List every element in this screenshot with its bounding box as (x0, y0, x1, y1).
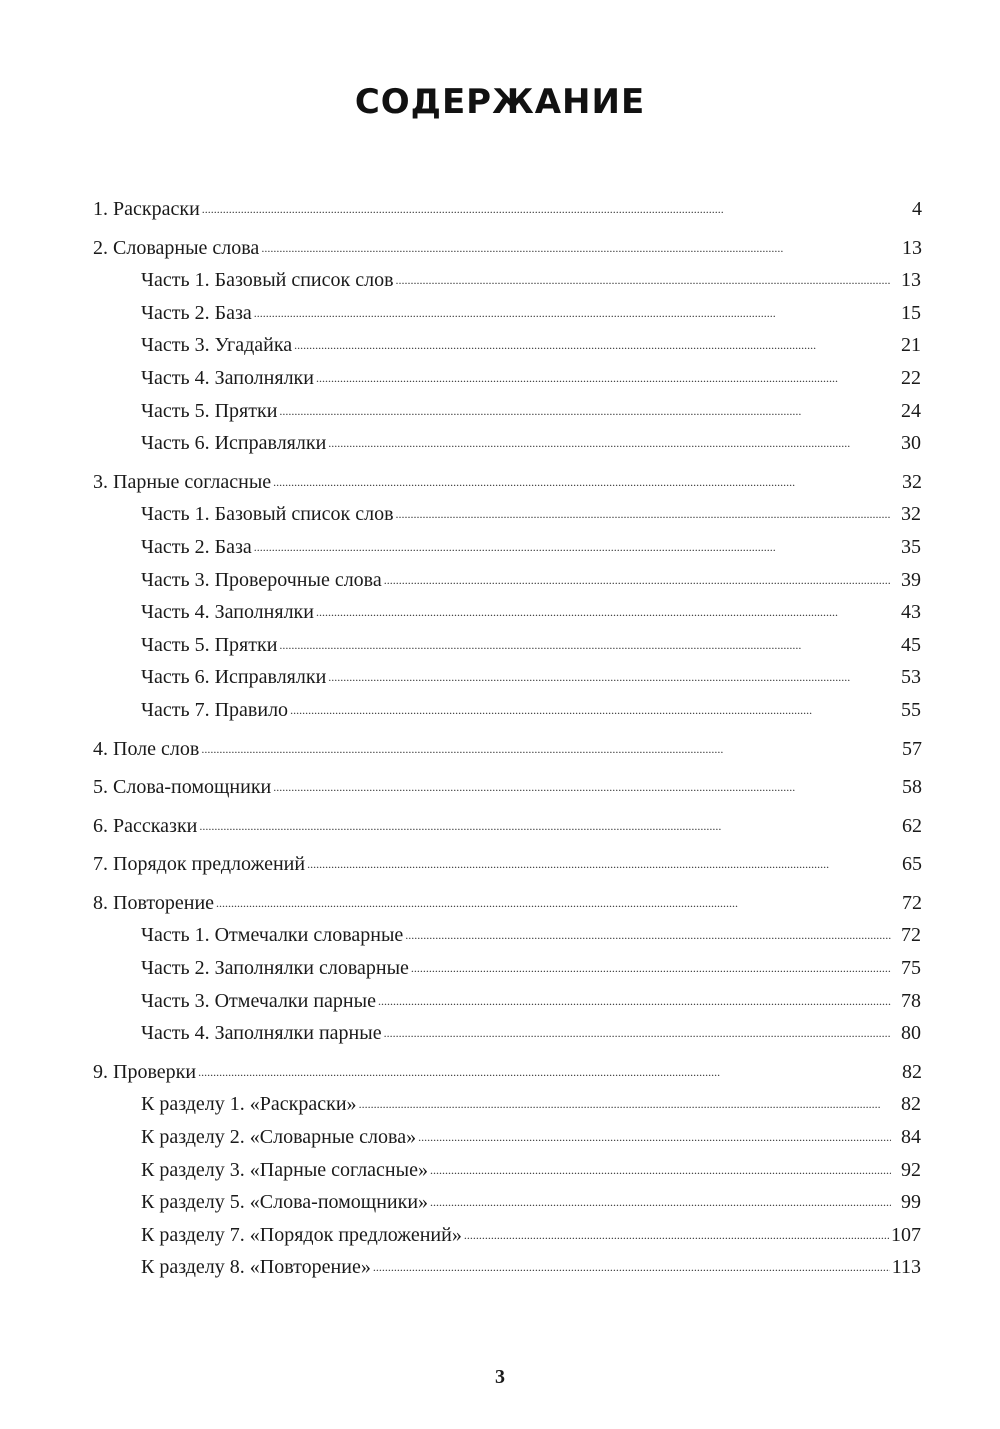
dot-leader (328, 429, 891, 449)
toc-entry-page: 78 (901, 989, 921, 1012)
toc-entry-label: 1. Раскраски (93, 198, 200, 220)
toc-subsection-entry[interactable] (93, 427, 922, 460)
toc-section-entry[interactable] (93, 232, 922, 265)
toc-entry-page: 21 (901, 334, 921, 357)
toc-entry-page: 75 (901, 957, 921, 980)
toc-section (93, 466, 922, 727)
toc-subsection-entry[interactable] (93, 1154, 922, 1187)
dot-leader (464, 1221, 889, 1241)
toc-entry-page: 72 (901, 924, 921, 947)
dot-leader (198, 1058, 892, 1078)
dot-leader (254, 533, 891, 553)
dot-leader (290, 696, 891, 716)
toc-subsection-entry[interactable] (93, 952, 922, 985)
toc-entry-label: Часть 2. База (141, 301, 252, 324)
toc-entry-page: 32 (902, 470, 922, 493)
dot-leader (261, 234, 892, 254)
dot-leader (328, 663, 891, 683)
toc-entry-label: 5. Слова-помощники (93, 776, 272, 799)
toc-section (93, 733, 922, 766)
toc-entry-page: 82 (901, 1093, 921, 1116)
toc-entry-page: 53 (901, 666, 921, 689)
dot-leader (279, 631, 891, 651)
toc-entry-label: 7. Порядок предложений (93, 853, 306, 876)
dot-leader (307, 850, 892, 870)
toc-entry-label: Часть 6. Исправлялки (141, 666, 327, 689)
toc-entry-page: 13 (901, 269, 921, 292)
toc-entry-label: К разделу 2. «Словарные слова» (141, 1126, 417, 1149)
toc-entry-label: Часть 1. Базовый список слов (141, 269, 394, 292)
dot-leader (201, 735, 892, 755)
toc-entry-page: 35 (901, 535, 921, 558)
toc-entry-label: Часть 4. Заполнялки (141, 366, 314, 389)
toc-entry-label: К разделу 3. «Парные согласные» (141, 1158, 428, 1181)
toc-section-entry[interactable] (93, 771, 922, 804)
dot-leader (384, 1019, 891, 1039)
dot-leader (199, 812, 892, 832)
dot-leader (316, 364, 891, 384)
toc-entry-label: Часть 3. Угадайка (141, 334, 293, 357)
dot-leader (430, 1156, 891, 1176)
toc-subsection-entry[interactable] (93, 1017, 922, 1050)
toc-section-entry[interactable] (93, 733, 922, 766)
toc-section (93, 771, 922, 804)
toc-subsection-entry[interactable] (93, 629, 922, 662)
toc-entry-page: 55 (901, 698, 921, 721)
toc-entry-page: 65 (902, 853, 922, 876)
toc-subsection-entry[interactable] (93, 919, 922, 952)
toc-entry-label: Часть 4. Заполнялки парные (141, 1022, 382, 1045)
toc-entry-label: К разделу 1. «Раскраски» (141, 1093, 357, 1116)
toc-subsection-entry[interactable] (93, 1251, 922, 1284)
dot-leader (384, 566, 891, 586)
dot-leader (405, 921, 891, 941)
toc-entry-label: Часть 4. Заполнялки (141, 601, 314, 624)
toc-entry-page: 24 (901, 399, 921, 422)
toc-subsection-entry[interactable] (93, 297, 922, 330)
page-number: 3 (495, 1366, 505, 1388)
toc-section (93, 1056, 922, 1284)
toc-entry-label: Часть 5. Прятки (141, 399, 278, 422)
toc-subsection-entry[interactable] (93, 329, 922, 362)
dot-leader (396, 500, 891, 520)
toc-entry-label: Часть 3. Проверочные слова (141, 568, 382, 591)
table-of-contents (93, 193, 922, 1290)
toc-entry-page: 15 (901, 301, 921, 324)
dot-leader (254, 299, 891, 319)
dot-leader (273, 773, 892, 793)
toc-subsection-entry[interactable] (93, 1219, 922, 1252)
toc-subsection-entry[interactable] (93, 694, 922, 727)
toc-section (93, 232, 922, 460)
dot-leader (359, 1090, 891, 1110)
toc-entry-page: 113 (891, 1256, 921, 1279)
toc-section (93, 887, 922, 1050)
toc-subsection-entry[interactable] (93, 564, 922, 597)
toc-subsection-entry[interactable] (93, 362, 922, 395)
toc-subsection-entry[interactable] (93, 661, 922, 694)
toc-entry-page: 57 (902, 737, 922, 760)
toc-entry-page: 99 (901, 1191, 921, 1214)
toc-entry-page: 4 (912, 198, 922, 220)
toc-section-entry[interactable] (93, 848, 922, 881)
dot-leader (430, 1188, 891, 1208)
toc-section-entry[interactable] (93, 887, 922, 920)
toc-entry-label: 6. Рассказки (93, 814, 198, 837)
toc-entry-page: 22 (901, 366, 921, 389)
toc-subsection-entry[interactable] (93, 395, 922, 428)
toc-entry-label: Часть 5. Прятки (141, 633, 278, 656)
toc-section (93, 193, 922, 226)
toc-entry-page: 82 (902, 1060, 922, 1083)
toc-section-entry[interactable] (93, 810, 922, 843)
toc-entry-label: Часть 1. Базовый список слов (141, 503, 394, 526)
toc-entry-label: 9. Проверки (93, 1060, 197, 1083)
toc-entry-page: 92 (901, 1158, 921, 1181)
toc-subsection-entry[interactable] (93, 1088, 922, 1121)
toc-entry-label: Часть 6. Исправлялки (141, 432, 327, 455)
dot-leader (279, 397, 891, 417)
toc-entry-label: Часть 2. Заполнялки словарные (141, 957, 409, 980)
toc-entry-label: 4. Поле слов (93, 737, 200, 760)
toc-entry-label: К разделу 7. «Порядок предложений» (141, 1223, 462, 1246)
dot-leader (216, 889, 892, 909)
toc-section-entry[interactable] (93, 466, 922, 499)
dot-leader (396, 266, 891, 286)
dot-leader (316, 598, 891, 618)
toc-entry-label: Часть 7. Правило (141, 698, 289, 721)
toc-subsection-entry[interactable] (93, 985, 922, 1018)
toc-subsection-entry[interactable] (93, 596, 922, 629)
toc-entry-page: 30 (901, 432, 921, 455)
dot-leader (202, 195, 892, 215)
toc-subsection-entry[interactable] (93, 1186, 922, 1219)
toc-entry-page: 84 (901, 1126, 921, 1149)
toc-entry-page: 62 (902, 814, 922, 837)
toc-entry-page: 80 (901, 1022, 921, 1045)
toc-entry-page: 32 (901, 503, 921, 526)
toc-entry-label: Часть 1. Отмечалки словарные (141, 924, 404, 947)
toc-entry-page: 107 (891, 1223, 921, 1246)
toc-entry-page: 58 (902, 776, 922, 799)
toc-section-entry[interactable] (93, 193, 922, 226)
toc-entry-label: К разделу 8. «Повторение» (141, 1256, 371, 1279)
toc-section (93, 810, 922, 843)
toc-entry-label: Часть 2. База (141, 535, 252, 558)
toc-subsection-entry[interactable] (93, 531, 922, 564)
dot-leader (378, 987, 891, 1007)
toc-section (93, 848, 922, 881)
toc-section-entry[interactable] (93, 1056, 922, 1089)
toc-entry-label: 2. Словарные слова (93, 236, 260, 259)
toc-entry-label: К разделу 5. «Слова-помощники» (141, 1191, 429, 1214)
toc-entry-page: 45 (901, 633, 921, 656)
dot-leader (411, 954, 891, 974)
dot-leader (294, 331, 891, 351)
toc-subsection-entry[interactable] (93, 1121, 922, 1154)
dot-leader (418, 1123, 891, 1143)
toc-entry-label: 3. Парные согласные (93, 470, 272, 493)
dot-leader (273, 468, 892, 488)
toc-entry-label: Часть 3. Отмечалки парные (141, 989, 376, 1012)
toc-entry-label: 8. Повторение (93, 891, 215, 914)
toc-entry-page: 13 (902, 236, 922, 259)
dot-leader (373, 1253, 890, 1273)
toc-subsection-entry[interactable] (93, 498, 922, 531)
toc-entry-page: 39 (901, 568, 921, 591)
toc-entry-page: 43 (901, 601, 921, 624)
toc-subsection-entry[interactable] (93, 264, 922, 297)
toc-entry-page: 72 (902, 891, 922, 914)
page-title: СОДЕРЖАНИЕ (354, 82, 646, 122)
